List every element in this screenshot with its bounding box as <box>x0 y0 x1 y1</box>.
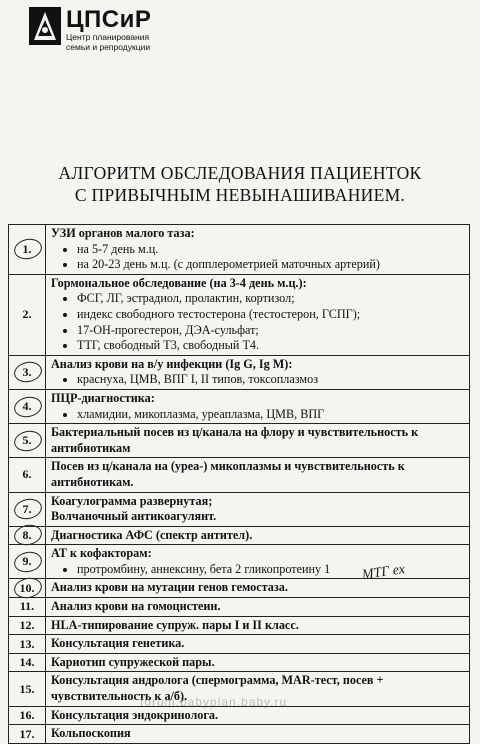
table-row <box>9 579 470 598</box>
row-number-label: 6. <box>22 467 32 482</box>
row-number-label: 14. <box>19 655 35 670</box>
row-heading: Волчаночный антикоагулянт. <box>51 509 217 524</box>
row-heading: Анализ крови на мутации генов гемостаза. <box>51 580 288 595</box>
row-number <box>9 725 46 744</box>
table-row <box>9 653 470 672</box>
row-number <box>9 706 46 725</box>
handdrawn-circle-icon <box>12 237 44 262</box>
row-number-label: 2. <box>22 307 32 322</box>
row-number-label: 3. <box>22 364 32 379</box>
logo-subtitle-line1: Центр планирования <box>66 32 150 42</box>
row-heading: Диагностика АФС (спектр антител). <box>51 527 253 542</box>
row-content <box>46 616 470 635</box>
row-heading: Кариотип супружеской пары. <box>51 654 215 669</box>
row-heading: Коагулограмма развернутая; <box>51 493 213 508</box>
row-number <box>9 492 46 526</box>
table-row <box>9 274 470 355</box>
handdrawn-circle-icon <box>12 428 44 453</box>
row-content <box>46 579 470 598</box>
logo-subtitle-line2: семьи и репродукции <box>66 41 151 52</box>
row-content <box>46 725 470 744</box>
exam-algorithm-table <box>8 224 470 744</box>
row-content <box>46 635 470 654</box>
table-row <box>9 526 470 545</box>
row-number-label: 8. <box>22 527 32 542</box>
row-content <box>46 274 470 355</box>
title-line1: АЛГОРИТМ ОБСЛЕДОВАНИЯ ПАЦИЕНТОК <box>58 163 422 183</box>
row-heading: ПЦР-диагностика: <box>51 390 155 405</box>
bullet-list <box>51 242 465 273</box>
row-number-label: 10. <box>19 580 35 595</box>
row-heading: АТ к кофакторам: <box>51 546 152 561</box>
row-number-label: 9. <box>22 554 32 569</box>
row-number-label: 1. <box>22 241 32 256</box>
list-item: • краснуха, ЦМВ, ВПГ I, II типов, токсоплазмоз <box>77 372 465 388</box>
handdrawn-circle-icon <box>12 549 44 574</box>
table-row <box>9 225 470 275</box>
handdrawn-circle-icon <box>12 394 44 419</box>
handdrawn-circle-icon <box>12 360 44 385</box>
bullet-list <box>51 291 465 353</box>
row-number-label: 4. <box>22 399 32 414</box>
list-item: • на 20-23 день м.ц. (с допплерометрией маточных артерий) <box>77 257 465 273</box>
row-number <box>9 389 46 423</box>
watermark: forum.babyplan.baby.ru <box>140 695 288 709</box>
bullet-list <box>51 407 465 423</box>
row-heading: HLA-типирование супруж. пары I и II класс. <box>51 617 299 632</box>
row-number-label: 13. <box>19 636 35 651</box>
row-number <box>9 274 46 355</box>
row-number <box>9 598 46 617</box>
list-item: • индекс свободного тестостерона (тестостерон, ГСПГ); <box>77 307 465 323</box>
row-number <box>9 672 46 706</box>
list-item: • ТТГ, свободный Т3, свободный Т4. <box>77 338 465 354</box>
logo-name: ЦПСиР <box>66 6 152 33</box>
row-heading: Бактериальный посев из ц/канала на флору и чувствительность к антибиотикам <box>51 425 419 455</box>
table-row <box>9 424 470 458</box>
logo <box>28 6 198 54</box>
row-number-label: 15. <box>19 681 35 696</box>
row-number <box>9 579 46 598</box>
row-number-label: 7. <box>22 501 32 516</box>
table-row <box>9 355 470 389</box>
logo-subtitle <box>66 33 186 52</box>
bullet-list <box>51 372 465 388</box>
row-heading: Анализ крови на гомоцистеин. <box>51 599 221 614</box>
list-item: • хламидии, микоплазма, уреаплазма, ЦМВ, ВПГ <box>77 407 465 423</box>
row-number-label: 11. <box>19 599 35 614</box>
row-number <box>9 616 46 635</box>
row-heading: Консультация андролога (спермограмма, MAR-тест, посев + чувствительность к а/б). <box>51 673 384 704</box>
title-line2: С ПРИВЫЧНЫМ НЕВЫНАШИВАНИЕМ. <box>74 185 406 205</box>
row-content <box>46 458 470 492</box>
row-heading: Посев из ц/канала на (уреа-) микоплазмы и чувствительность к антибиотикам. <box>51 459 405 489</box>
table-row <box>9 616 470 635</box>
table-row <box>9 635 470 654</box>
row-content <box>46 653 470 672</box>
logo-emblem-icon <box>28 6 62 46</box>
table-row <box>9 389 470 423</box>
row-content <box>46 526 470 545</box>
table-row <box>9 458 470 492</box>
list-item: • протромбину, аннексину, бета 2 гликопротеину 1 <box>77 562 465 578</box>
row-number <box>9 653 46 672</box>
row-number <box>9 225 46 275</box>
row-number <box>9 458 46 492</box>
row-heading: Гормональное обследование (на 3-4 день м.ц.): <box>51 275 307 290</box>
row-number-label: 17. <box>19 726 35 741</box>
row-heading: Консультация генетика. <box>51 636 185 651</box>
list-item: • 17-ОН-прогестерон, ДЭА-сульфат; <box>77 323 465 339</box>
document-title <box>0 162 480 206</box>
row-number-label: 5. <box>22 433 32 448</box>
table-row <box>9 598 470 617</box>
row-number <box>9 526 46 545</box>
row-heading: Анализ крови на в/у инфекции (Ig G, Ig M): <box>51 356 293 371</box>
table-row <box>9 492 470 526</box>
row-content <box>46 598 470 617</box>
row-number-label: 16. <box>19 707 35 722</box>
row-content <box>46 355 470 389</box>
handwritten-note: МТГ ех <box>361 562 406 583</box>
row-heading: Кольпоскопия <box>51 726 131 741</box>
row-content <box>46 545 470 579</box>
handdrawn-circle-icon <box>12 496 44 521</box>
row-content <box>46 389 470 423</box>
list-item: • ФСГ, ЛГ, эстрадиол, пролактин, кортизол; <box>77 291 465 307</box>
row-content <box>46 424 470 458</box>
row-number <box>9 545 46 579</box>
table-row <box>9 725 470 744</box>
row-number <box>9 424 46 458</box>
row-content <box>46 492 470 526</box>
list-item: • на 5-7 день м.ц. <box>77 242 465 258</box>
row-heading: Консультация эндокринолога. <box>51 707 219 722</box>
row-content <box>46 225 470 275</box>
row-number <box>9 635 46 654</box>
row-heading: УЗИ органов малого таза: <box>51 226 195 240</box>
row-number <box>9 355 46 389</box>
row-number-label: 12. <box>19 617 35 632</box>
